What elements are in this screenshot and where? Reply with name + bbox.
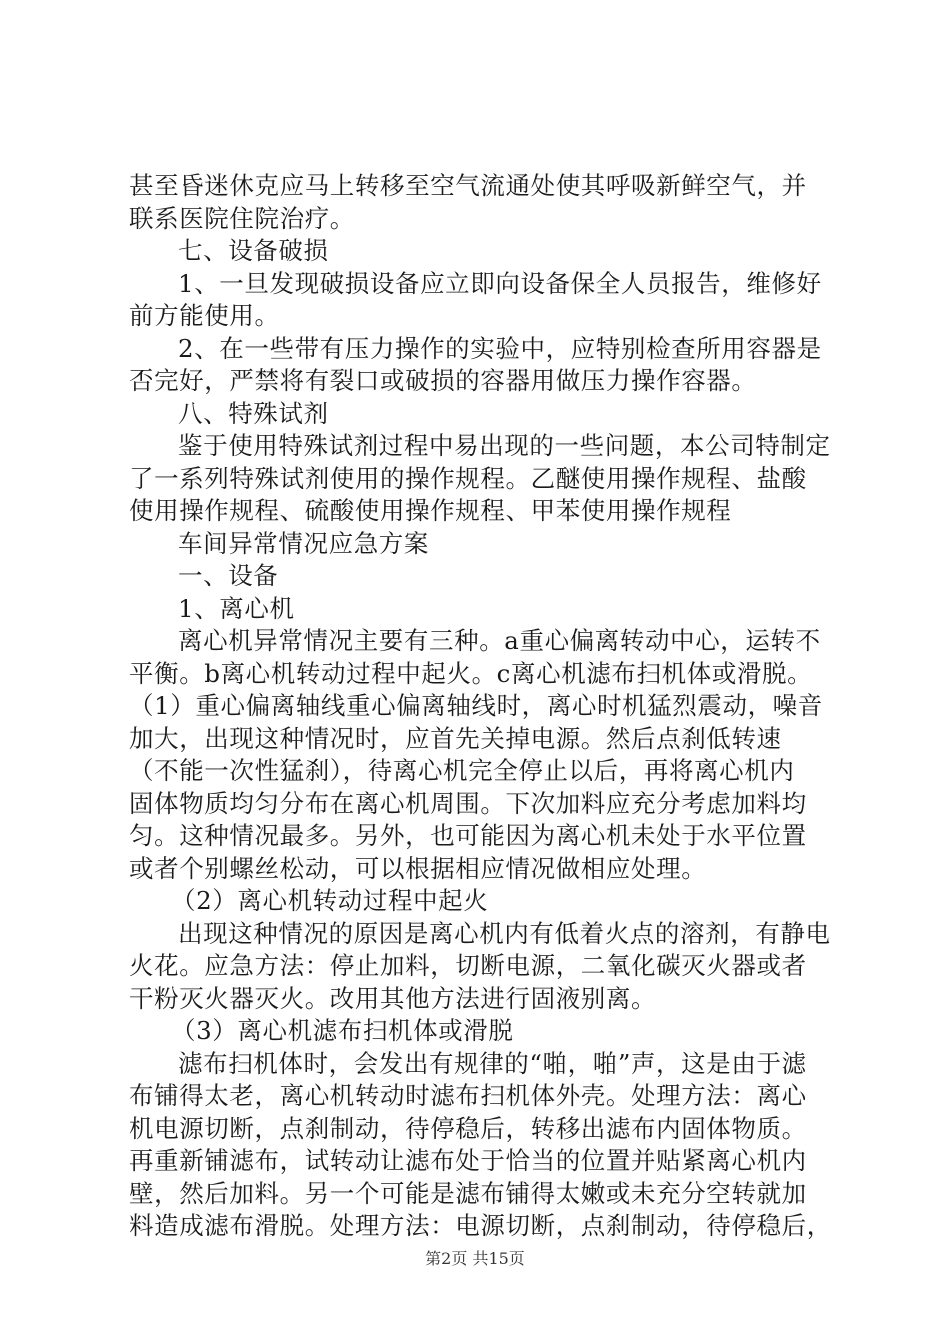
text-line: 一、设备: [178, 561, 279, 590]
text-line: 或者个别螺丝松动，可以根据相应情况做相应处理。: [129, 853, 707, 883]
text-line: 1、离心机: [178, 593, 295, 623]
text-line: 火花。应急方法：停止加料，切断电源，二氧化碳灭火器或者: [129, 951, 807, 980]
text-line: 离心机异常情况主要有三种。a重心偏离转动中心，运转不: [178, 626, 821, 655]
text-line: 匀。这种情况最多。另外，也可能因为离心机未处于水平位置: [129, 821, 807, 850]
text-line: 使用操作规程、硫酸使用操作规程、甲苯使用操作规程: [129, 496, 732, 525]
text-line: 加大，出现这种情况时，应首先关掉电源。然后点刹低转速: [129, 723, 782, 753]
text-line: 了一系列特殊试剂使用的操作规程。乙醚使用操作规程、盐酸: [129, 463, 807, 493]
text-line: 滤布扫机体时，会发出有规律的“啪，啪”声，这是由于滤: [178, 1048, 807, 1078]
text-line: 否完好，严禁将有裂口或破损的容器用做压力操作容器。: [129, 366, 757, 395]
text-line: 再重新铺滤布，试转动让滤布处于恰当的位置并贴紧离心机内: [129, 1146, 807, 1175]
text-line: 七、设备破损: [178, 236, 329, 265]
text-line: （1）重心偏离轴线重心偏离轴线时，离心时机猛烈震动，噪音: [129, 691, 823, 720]
text-line: 八、特殊试剂: [178, 398, 329, 428]
text-line: 前方能使用。: [129, 301, 280, 330]
text-line: 车间异常情况应急方案: [178, 528, 429, 558]
page-footer: 第2页 共15页: [425, 1249, 525, 1268]
text-line: 联系医院住院治疗。: [129, 203, 355, 233]
text-line: 机电源切断，点刹制动，待停稳后，转移出滤布内固体物质。: [129, 1113, 807, 1143]
text-line: （2）离心机转动过程中起火: [171, 886, 489, 915]
text-line: （不能一次性猛刹），待离心机完全停止以后，再将离心机内: [129, 756, 795, 785]
text-line: 甚至昏迷休克应马上转移至空气流通处使其呼吸新鲜空气，并: [129, 171, 807, 200]
text-line: （3）离心机滤布扫机体或滑脱: [171, 1016, 514, 1045]
text-line: 固体物质均匀分布在离心机周围。下次加料应充分考虑加料均: [129, 788, 807, 818]
text-line: 料造成滤布滑脱。处理方法：电源切断，点刹制动，待停稳后，: [129, 1211, 832, 1240]
text-line: 布铺得太老，离心机转动时滤布扫机体外壳。处理方法：离心: [129, 1081, 807, 1110]
document-body: [129, 170, 849, 1243]
text-line: 干粉灭火器灭火。改用其他方法进行固液别离。: [129, 983, 657, 1013]
text-line: 壁，然后加料。另一个可能是滤布铺得太嫩或未充分空转就加: [129, 1178, 807, 1208]
text-line: 2、在一些带有压力操作的实验中，应特别检查所用容器是: [178, 333, 822, 363]
text-line: 平衡。b离心机转动过程中起火。c离心机滤布扫机体或滑脱。: [129, 658, 813, 688]
text-line: 1、一旦发现破损设备应立即向设备保全人员报告，维修好: [178, 268, 822, 298]
text-line: 鉴于使用特殊试剂过程中易出现的一些问题，本公司特制定: [178, 431, 831, 460]
text-line: 出现这种情况的原因是离心机内有低着火点的溶剂，有静电: [178, 918, 831, 948]
